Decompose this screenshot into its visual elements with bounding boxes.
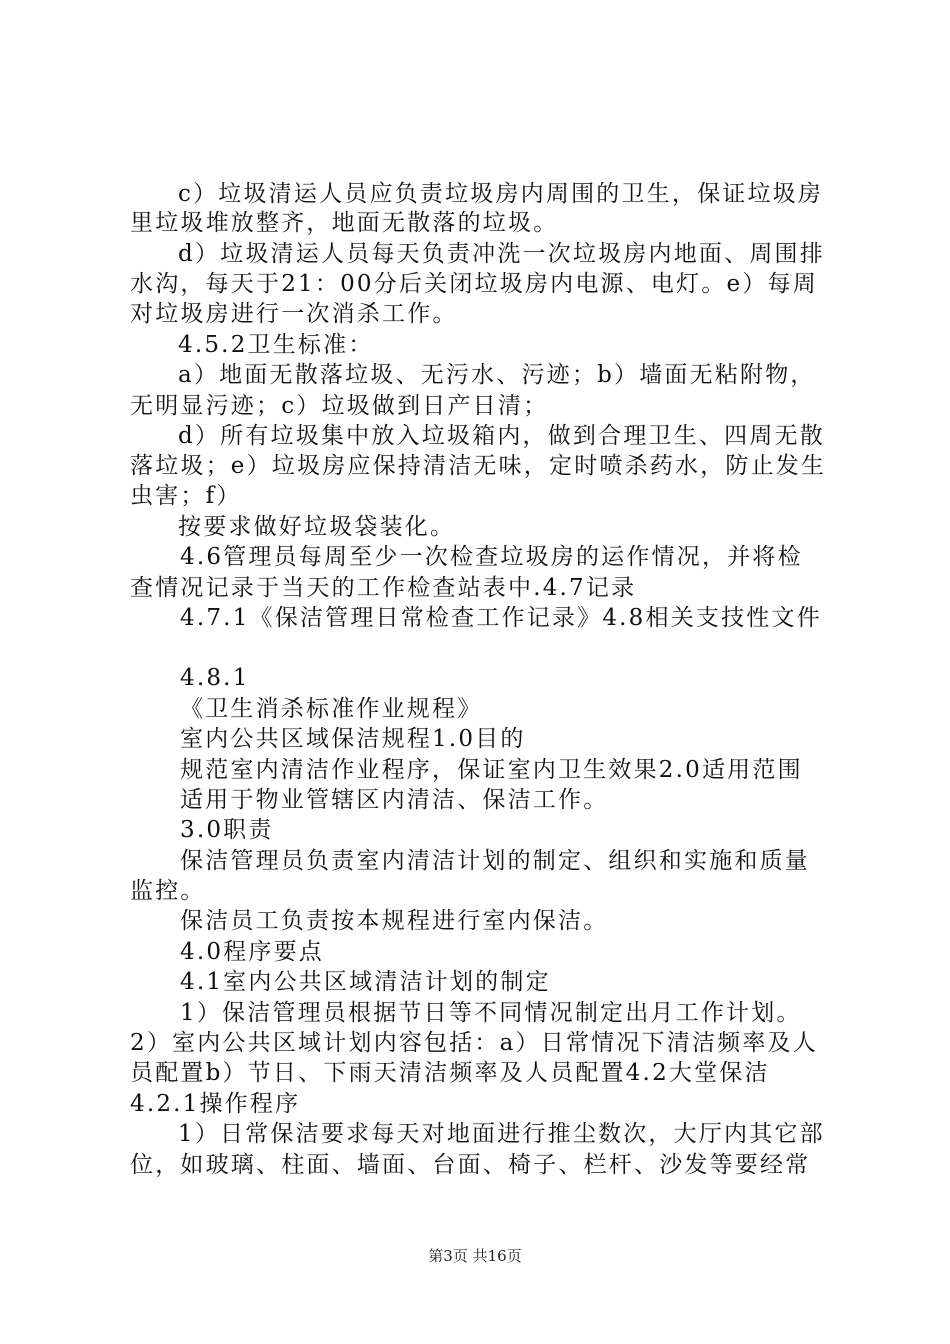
text-line: 4.0程序要点: [180, 939, 324, 965]
text-line: 4.2.1操作程序: [130, 1091, 301, 1117]
text-line: 1）保洁管理员根据节日等不同情况制定出月工作计划。: [180, 1000, 802, 1026]
text-line: 虫害；f）: [130, 483, 242, 509]
text-line: 水沟，每天于21：00分后关闭垃圾房内电源、电灯。e）每周: [130, 271, 818, 297]
text-line: 监控。: [130, 878, 206, 904]
text-line: 位，如玻璃、柱面、墙面、台面、椅子、栏杆、沙发等要经常: [130, 1152, 811, 1178]
text-line: a）地面无散落垃圾、无污水、污迹；b）墙面无粘附物，: [178, 362, 816, 388]
text-line: d）垃圾清运人员每天负责冲洗一次垃圾房内地面、周围排: [178, 241, 825, 267]
text-line: 按要求做好垃圾袋装化。: [178, 514, 456, 540]
text-line: 2）室内公共区域计划内容包括：a）日常情况下清洁频率及人: [130, 1030, 818, 1056]
text-line: 无明显污迹；c）垃圾做到日产日清；: [130, 393, 549, 419]
text-line: 4.7.1《保洁管理日常检查工作记录》4.8相关支技性文件: [180, 605, 822, 631]
text-line: 室内公共区域保洁规程1.0目的: [180, 726, 526, 752]
text-line: 对垃圾房进行一次消杀工作。: [130, 301, 458, 327]
text-line: 4.8.1: [180, 665, 250, 691]
text-line: 规范室内清洁作业程序，保证室内卫生效果2.0适用范围: [180, 757, 803, 783]
text-line: 适用于物业管辖区内清洁、保洁工作。: [180, 787, 609, 813]
text-line: 保洁管理员负责室内清洁计划的制定、组织和实施和质量: [180, 848, 810, 874]
text-line: d）所有垃圾集中放入垃圾箱内，做到合理卫生、四周无散: [178, 423, 825, 449]
text-line: 3.0职责: [180, 817, 274, 843]
text-line: 4.5.2卫生标准：: [178, 332, 374, 358]
text-line: 查情况记录于当天的工作检查站表中.4.7记录: [130, 575, 637, 601]
text-line: 保洁员工负责按本规程进行室内保洁。: [180, 908, 609, 934]
page-footer: 第3页 共16页: [428, 1247, 522, 1265]
text-line: 4.6管理员每周至少一次检查垃圾房的运作情况，并将检: [180, 544, 803, 570]
text-line: 1）日常保洁要求每天对地面进行推尘数次，大厅内其它部: [178, 1121, 825, 1147]
text-line: 员配置b）节日、下雨天清洁频率及人员配置4.2大堂保洁: [130, 1060, 770, 1086]
text-line: 落垃圾；e）垃圾房应保持清洁无味，定时喷杀药水，防止发生: [130, 453, 827, 479]
text-line: 4.1室内公共区域清洁计划的制定: [180, 969, 551, 995]
text-line: c）垃圾清运人员应负责垃圾房内周围的卫生，保证垃圾房: [178, 181, 824, 207]
text-line: 里垃圾堆放整齐，地面无散落的垃圾。: [130, 210, 559, 236]
text-line: 《卫生消杀标准作业规程》: [180, 696, 483, 722]
